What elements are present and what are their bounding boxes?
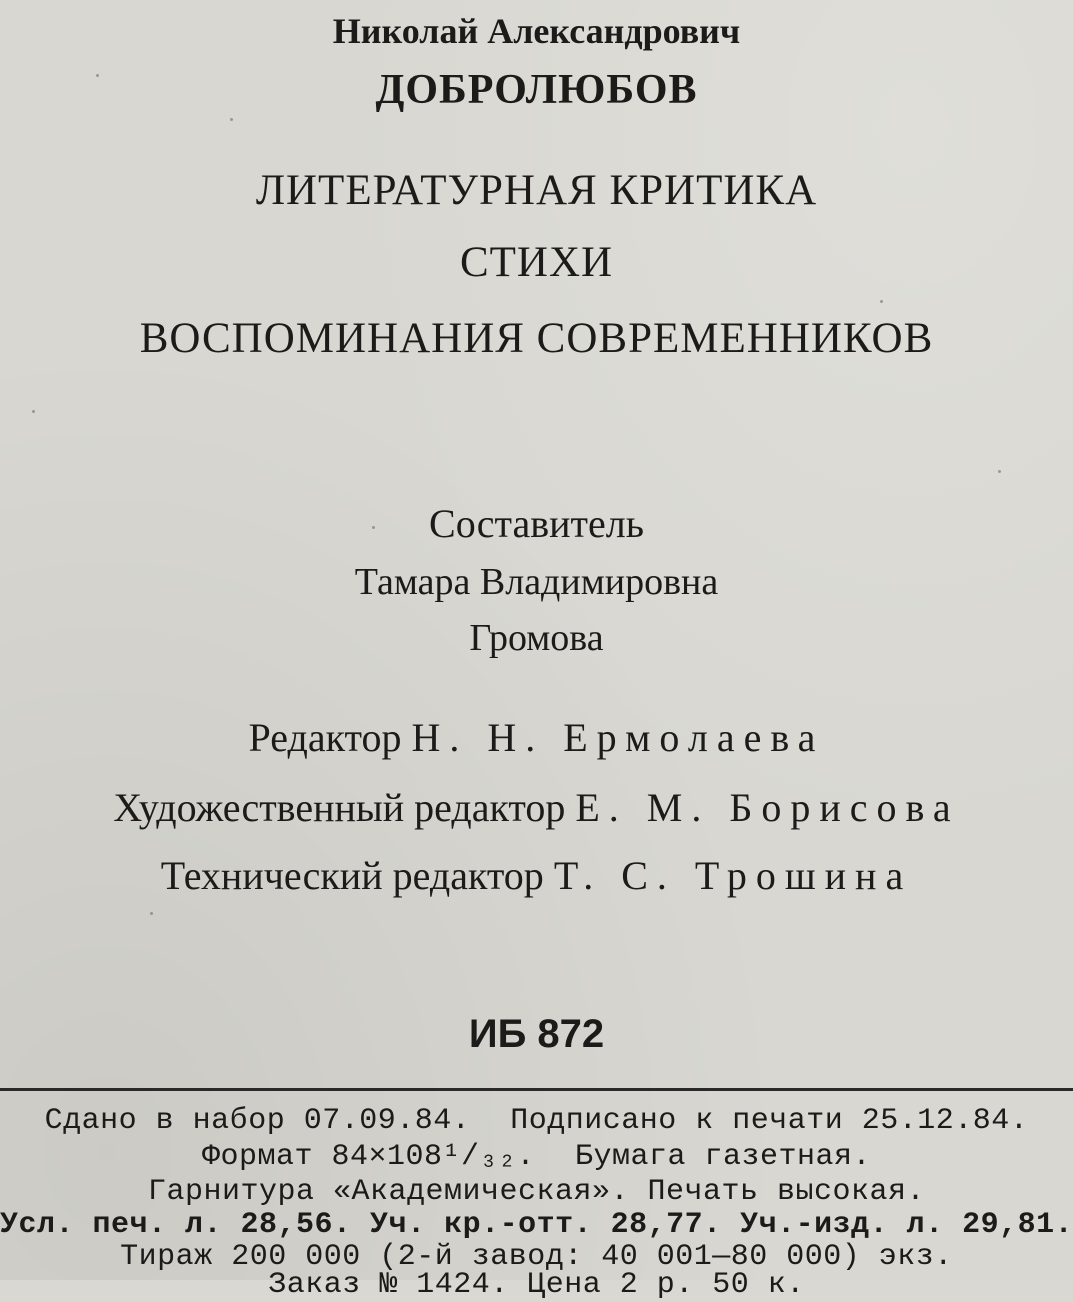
imprint-line-4: Усл. печ. л. 28,56. Уч. кр.-отт. 28,77. Уч.-изд. л. 29,81. (0, 1208, 1073, 1242)
tech-editor-role: Технический редактор (160, 853, 544, 898)
typeset-date: Сдано в набор 07.09.84. (44, 1104, 471, 1138)
paper-speck (150, 912, 153, 915)
imprint-line-6: Заказ № 1424. Цена 2 р. 50 к. (268, 1268, 805, 1302)
editor-name: Н. Н. Ермолаева (411, 715, 825, 760)
paper-speck (96, 74, 99, 77)
compiler-name-line-1: Тамара Владимировна (354, 561, 719, 603)
imprint-line-3: Гарнитура «Академическая». Печать высокая. (147, 1175, 926, 1209)
paper-speck (372, 526, 375, 529)
compiler-label: Составитель (429, 501, 644, 546)
paper-speck (998, 470, 1001, 473)
imprint-line-5: Тираж 200 000 (2-й завод: 40 001—80 000) экз. (120, 1240, 953, 1274)
art-editor-role: Художественный редактор (113, 785, 566, 830)
paper-type: Бумага газетная. (575, 1140, 872, 1174)
paper-speck (32, 410, 35, 413)
editor-role: Редактор (248, 715, 402, 760)
imprint-divider (0, 1088, 1073, 1091)
paper-speck (880, 300, 883, 303)
author-surname: ДОБРОЛЮБОВ (375, 67, 698, 113)
tech-editor-credit (0, 852, 1073, 899)
ib-number: ИБ 872 (468, 1012, 605, 1056)
paper-speck (230, 118, 233, 121)
format: Формат 84×108¹/₃₂. (201, 1140, 535, 1174)
book-title-line-2: СТИХИ (459, 239, 614, 286)
book-title-line-3: ВОСПОМИНАНИЯ СОВРЕМЕННИКОВ (139, 315, 934, 362)
signed-to-print-date: Подписано к печати 25.12.84. (510, 1104, 1029, 1138)
art-editor-name: Е. М. Борисова (575, 785, 960, 830)
editor-credit (0, 714, 1073, 761)
art-editor-credit (0, 784, 1073, 831)
imprint-line-1 (0, 1104, 1073, 1138)
compiler-name-line-2: Громова (469, 617, 604, 659)
book-title-line-1: ЛИТЕРАТУРНАЯ КРИТИКА (255, 167, 818, 214)
tech-editor-name: Т. С. Трошина (553, 853, 913, 898)
author-name-patronymic: Николай Александрович (332, 11, 741, 51)
imprint-line-2 (0, 1140, 1073, 1174)
